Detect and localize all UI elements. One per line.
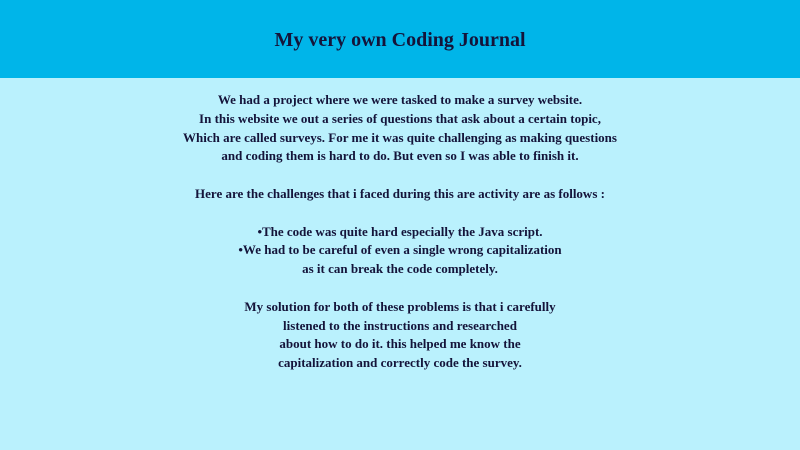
list-item: •The code was quite hard especially the Java script. [257, 223, 543, 239]
paragraph-line: Which are called surveys. For me it was quite challenging as making questions [183, 129, 617, 145]
paragraph-line: My solution for both of these problems is that i carefully [244, 298, 556, 314]
paragraph-line: Here are the challenges that i faced during this are activity are as follows : [195, 185, 605, 201]
intro-paragraph [0, 91, 800, 166]
solution-paragraph [0, 298, 800, 373]
journal-content [0, 78, 800, 373]
paragraph-line: We had a project where we were tasked to make a survey website. [217, 92, 583, 107]
paragraph-line: In this website we out a series of questions that ask about a certain topic, [199, 110, 601, 126]
paragraph-line: listened to the instructions and researched [283, 317, 517, 333]
paragraph-line: about how to do it. this helped me know the [279, 336, 521, 352]
paragraph-line: capitalization and correctly code the survey. [278, 355, 522, 371]
challenges-list [0, 223, 800, 279]
page-title: My very own Coding Journal [274, 28, 526, 51]
list-item: •We had to be careful of even a single wrong capitalization [238, 242, 562, 258]
challenges-intro-paragraph [0, 185, 800, 204]
page-header [0, 0, 800, 78]
list-item: as it can break the code completely. [302, 261, 498, 277]
paragraph-line: and coding them is hard to do. But even so I was able to finish it. [221, 148, 579, 164]
